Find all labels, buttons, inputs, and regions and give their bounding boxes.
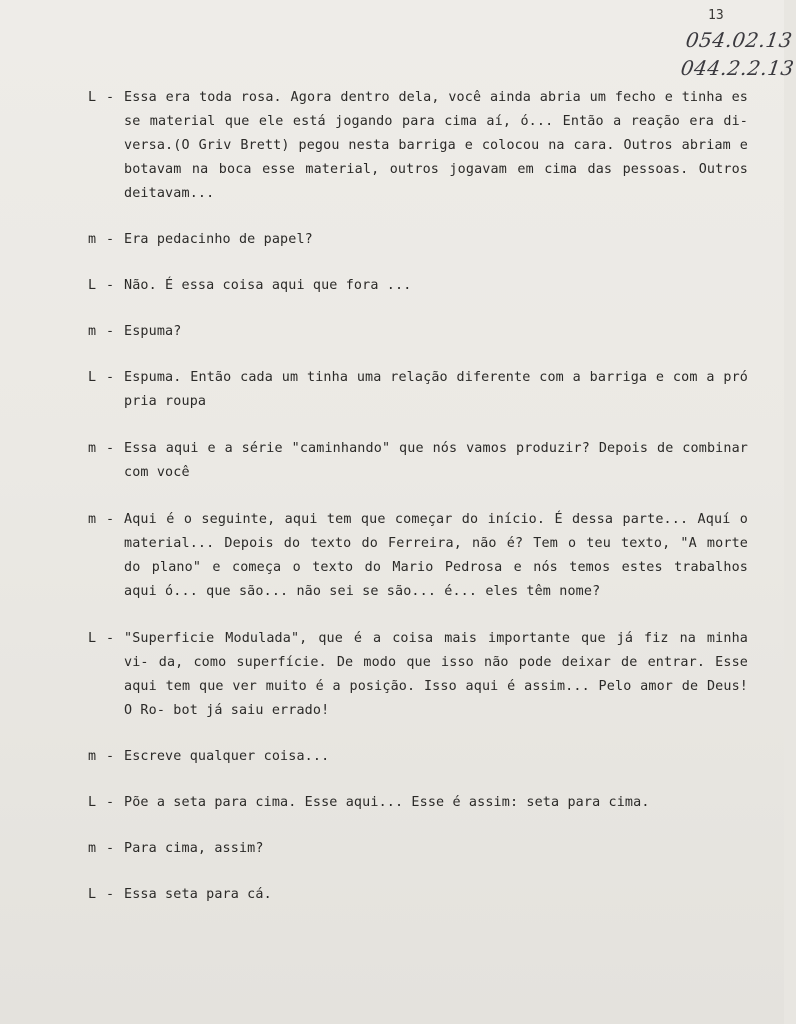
transcript-entry-10 bbox=[88, 791, 748, 815]
speech-text: Era pedacinho de papel? bbox=[124, 232, 313, 247]
speaker-dash: - bbox=[106, 441, 115, 456]
speech-text: Aqui é o seguinte, aqui tem que começar do início. É dessa parte... Aquí o material... Depois do texto do Ferreira, não é? Tem o teu texto, "A morte do plano" e começa o texto do Mario Pedrosa e nós temos estes trabalhos aqui ó... que são... não sei se são... é... eles têm nome? bbox=[124, 512, 748, 599]
speaker-label: L bbox=[88, 631, 97, 646]
speaker-label: m bbox=[88, 324, 97, 339]
speaker-dash: - bbox=[106, 324, 115, 339]
speech-text: Põe a seta para cima. Esse aqui... Esse é assim: seta para cima. bbox=[124, 795, 650, 810]
speaker-label: m bbox=[88, 441, 97, 456]
speaker-dash: - bbox=[106, 512, 115, 527]
speech-text: Espuma? bbox=[124, 324, 182, 339]
handwritten-reference-2: 044.2.2.13 bbox=[679, 56, 796, 80]
speaker-label: L bbox=[88, 795, 97, 810]
handwritten-reference-1: 054.02.13 bbox=[684, 28, 794, 52]
speech-text: Espuma. Então cada um tinha uma relação diferente com a barriga e com a pró pria roupa bbox=[124, 370, 748, 409]
speaker-label: L bbox=[88, 278, 97, 293]
speaker-dash: - bbox=[106, 631, 115, 646]
speaker-label: L bbox=[88, 370, 97, 385]
transcript-entry-7 bbox=[88, 508, 748, 604]
speaker-dash: - bbox=[106, 795, 115, 810]
speaker-label: L bbox=[88, 887, 97, 902]
transcript-entry-4 bbox=[88, 320, 748, 344]
transcript-entry-6 bbox=[88, 437, 748, 485]
speech-text: Essa era toda rosa. Agora dentro dela, você ainda abria um fecho e tinha es se material que ele está jogando para cima aí, ó... Então a reação era di- versa.(O Griv Brett) pegou nesta barriga e colocou na cara. Outros abriam e botavam na boca esse material, outros jogavam em cima das pessoas. Outros deitavam... bbox=[124, 90, 748, 201]
speaker-label: m bbox=[88, 749, 97, 764]
transcript-entry-1 bbox=[88, 86, 748, 206]
speech-text: Essa aqui e a série "caminhando" que nós vamos produzir? Depois de combinar com você bbox=[124, 441, 748, 480]
speaker-label: m bbox=[88, 512, 97, 527]
transcript-entry-8 bbox=[88, 627, 748, 723]
speaker-dash: - bbox=[106, 370, 115, 385]
speech-text: Não. É essa coisa aqui que fora ... bbox=[124, 278, 412, 293]
speaker-dash: - bbox=[106, 90, 115, 105]
speaker-dash: - bbox=[106, 841, 115, 856]
page-number: 13 bbox=[708, 8, 724, 23]
speaker-dash: - bbox=[106, 749, 115, 764]
transcript-entry-11 bbox=[88, 837, 748, 861]
speech-text: "Superficie Modulada", que é a coisa mais importante que já fiz na minha vi- da, como superfície. De modo que isso não pode deixar de entrar. Esse aqui tem que ver muito é a posição. Isso aqui é assim... Pelo amor de Deus! O Ro- bot já saiu errado! bbox=[124, 631, 748, 718]
transcript-entry-3 bbox=[88, 274, 748, 298]
transcript-entry-9 bbox=[88, 745, 748, 769]
interview-transcript bbox=[88, 86, 748, 907]
speech-text: Essa seta para cá. bbox=[124, 887, 272, 902]
transcript-entry-2 bbox=[88, 228, 748, 252]
speaker-dash: - bbox=[106, 887, 115, 902]
transcript-entry-5 bbox=[88, 366, 748, 414]
transcript-entry-12 bbox=[88, 883, 748, 907]
speaker-label: m bbox=[88, 841, 97, 856]
speech-text: Escreve qualquer coisa... bbox=[124, 749, 330, 764]
speaker-dash: - bbox=[106, 278, 115, 293]
speaker-dash: - bbox=[106, 232, 115, 247]
speaker-label: m bbox=[88, 232, 97, 247]
speaker-label: L bbox=[88, 90, 97, 105]
speech-text: Para cima, assim? bbox=[124, 841, 264, 856]
